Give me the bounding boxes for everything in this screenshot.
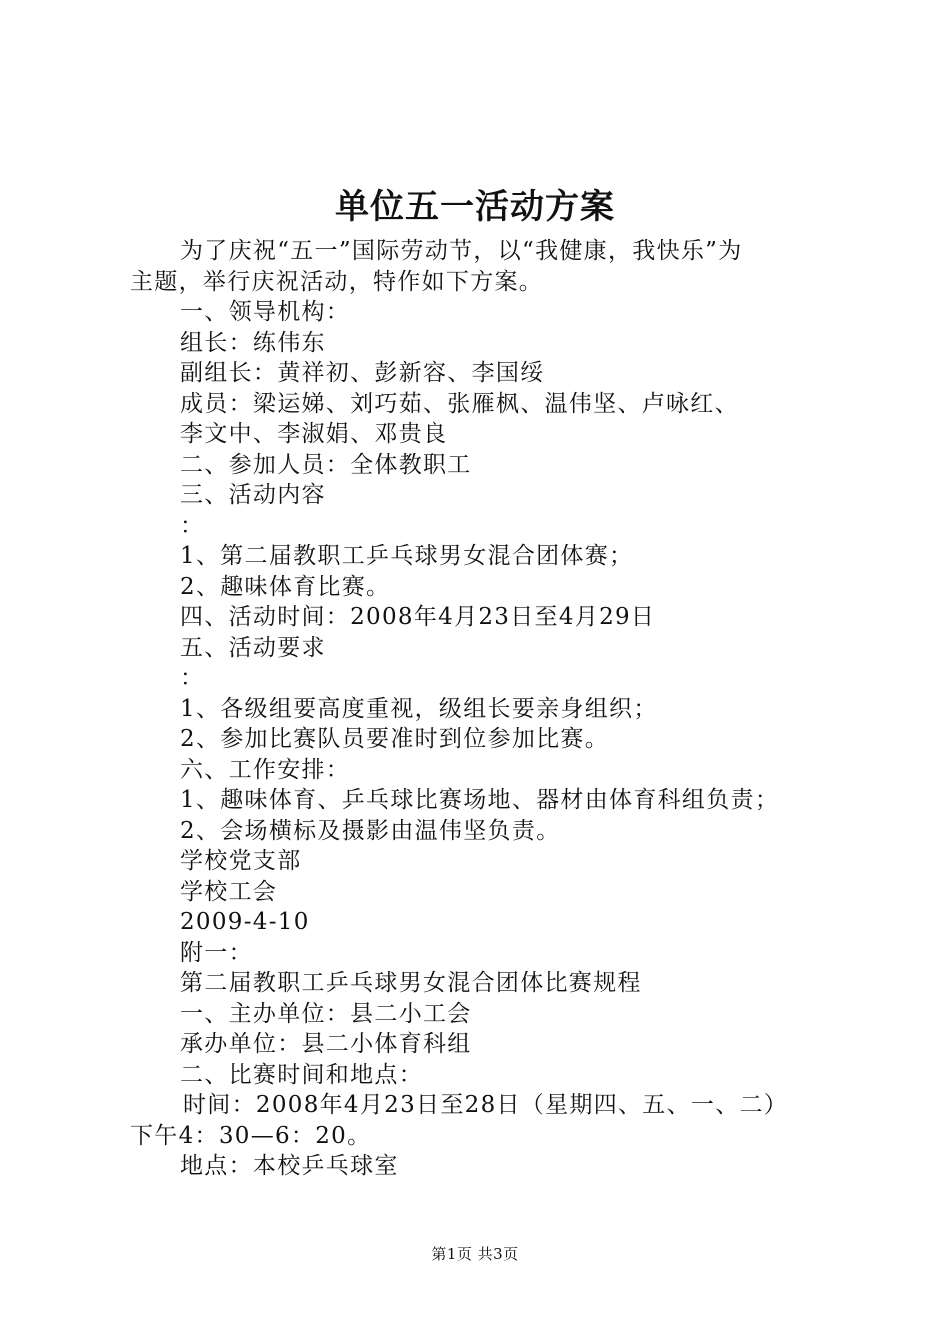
text-line: 地点：本校乒乓球室 (180, 1153, 399, 1179)
text-line: 为了庆祝“五一”国际劳动节，以“我健康，我快乐”为 (180, 238, 743, 264)
text-line: ： (180, 512, 205, 539)
text-line: 二、比赛时间和地点： (180, 1061, 423, 1088)
text-line: 第二届教职工乒乓球男女混合团体比赛规程 (180, 970, 642, 996)
text-line: 六、工作安排： (180, 756, 351, 783)
text-line: 主题，举行庆祝活动，特作如下方案。 (130, 268, 544, 295)
text-line: 承办单位：县二小体育科组 (180, 1031, 472, 1057)
text-line: 副组长：黄祥初、彭新容、李国绥 (180, 360, 545, 386)
text-line: 五、活动要求 (180, 634, 326, 661)
text-line: 学校党支部 (180, 848, 302, 874)
page-footer: 第1页 共3页 (431, 1245, 519, 1263)
text-line: 成员：梁运娣、刘巧茹、张雁枫、温伟坚、卢咏红、 (180, 390, 739, 417)
text-line: 下午4：30—6：20。 (130, 1122, 372, 1149)
document-body (130, 236, 830, 1182)
text-line: 学校工会 (180, 878, 278, 905)
text-line: 四、活动时间：2008年4月23日至4月29日 (180, 604, 656, 630)
text-line: ： (180, 665, 205, 691)
text-line: 李文中、李淑娟、邓贵良 (180, 421, 448, 447)
text-line: 一、领导机构： (180, 299, 351, 325)
text-line: 三、活动内容 (180, 482, 326, 508)
text-line: 组长：练伟东 (180, 329, 326, 356)
text-line: 1、各级组要高度重视，级组长要亲身组织； (180, 695, 658, 722)
text-line: 2、会场横标及摄影由温伟坚负责。 (180, 817, 561, 844)
text-line: 1、第二届教职工乒乓球男女混合团体赛； (180, 543, 634, 569)
text-line: 时间：2008年4月23日至28日（星期四、五、一、二） (183, 1092, 789, 1118)
text-line: 2009-4-10 (180, 909, 310, 935)
text-line: 2、参加比赛队员要准时到位参加比赛。 (180, 726, 610, 752)
text-line: 2、趣味体育比赛。 (180, 573, 391, 600)
text-line: 一、主办单位：县二小工会 (180, 1000, 472, 1027)
text-line: 二、参加人员：全体教职工 (180, 451, 472, 478)
text-line: 附一： (180, 939, 253, 966)
text-line: 1、趣味体育、乒乓球比赛场地、器材由体育科组负责； (180, 787, 780, 813)
document-title: 单位五一活动方案 (335, 187, 615, 227)
